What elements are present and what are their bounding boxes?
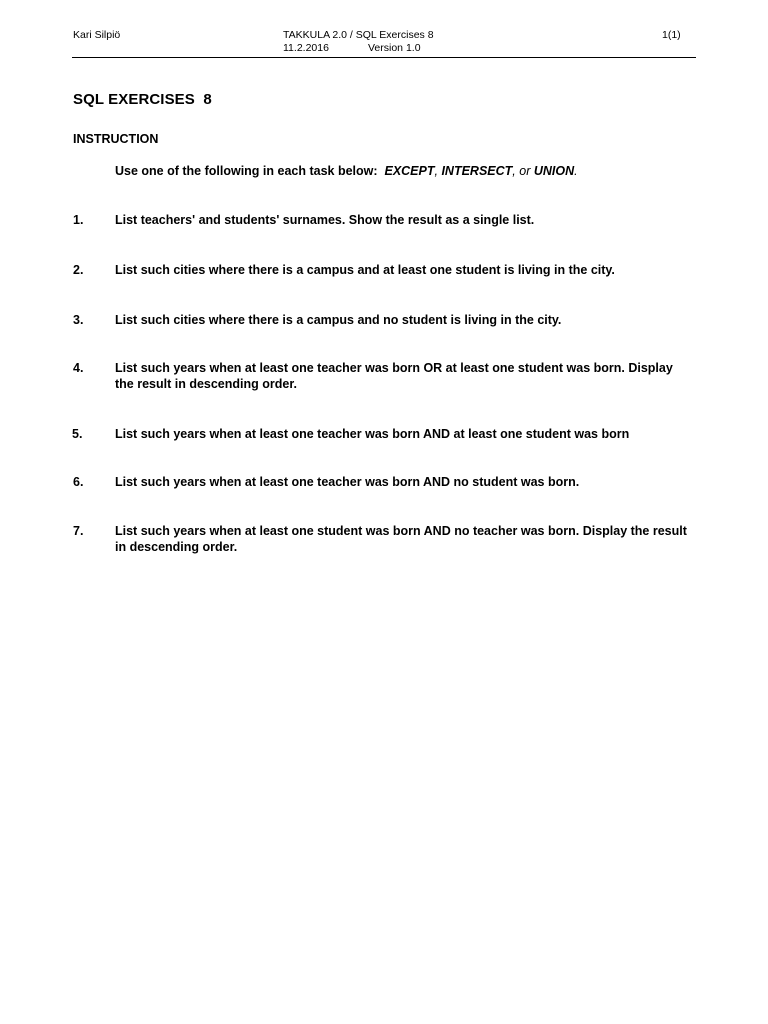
task-text: List such cities where there is a campus and no student is living in the city. — [115, 313, 562, 327]
instruction-prefix: Use one of the following in each task below: — [115, 164, 385, 178]
header-divider — [72, 57, 696, 58]
instruction-separator: , — [512, 164, 520, 178]
header-title: TAKKULA 2.0 / SQL Exercises 8 — [283, 29, 434, 41]
task-text: List such years when at least one teacher was born OR at least one student was born. Display the result in descending order. — [115, 361, 673, 391]
instruction-separator: , — [434, 164, 442, 178]
task-number: 4. — [73, 361, 84, 375]
document-title: SQL EXERCISES 8 — [73, 91, 212, 108]
task-text: List teachers' and students' surnames. Show the result as a single list. — [115, 213, 535, 227]
header-date: 11.2.2016 — [283, 42, 329, 54]
task-text: List such years when at least one student was born AND no teacher was born. Display the result in descending order. — [115, 524, 687, 554]
task-text: List such years when at least one teacher was born AND at least one student was born — [115, 427, 630, 441]
header-page-number: 1(1) — [662, 29, 681, 41]
task-number: 6. — [73, 475, 84, 489]
task-text: List such cities where there is a campus and at least one student is living in the city. — [115, 263, 615, 277]
header-version: Version 1.0 — [368, 42, 421, 54]
task-number: 3. — [73, 313, 84, 327]
task-number: 5. — [72, 427, 83, 441]
task-number: 2. — [73, 263, 84, 277]
instruction-suffix: . — [574, 164, 578, 178]
task-text: List such years when at least one teacher was born AND no student was born. — [115, 475, 580, 489]
keyword-except: EXCEPT — [384, 164, 435, 178]
instruction-or: or — [519, 164, 531, 178]
keyword-intersect: INTERSECT — [441, 164, 513, 178]
keyword-union: UNION — [533, 164, 575, 178]
task-number: 7. — [73, 524, 84, 538]
section-heading-instruction: INSTRUCTION — [73, 132, 159, 146]
instruction-text — [115, 164, 578, 178]
header-author: Kari Silpiö — [73, 29, 121, 41]
task-number: 1. — [73, 213, 84, 227]
